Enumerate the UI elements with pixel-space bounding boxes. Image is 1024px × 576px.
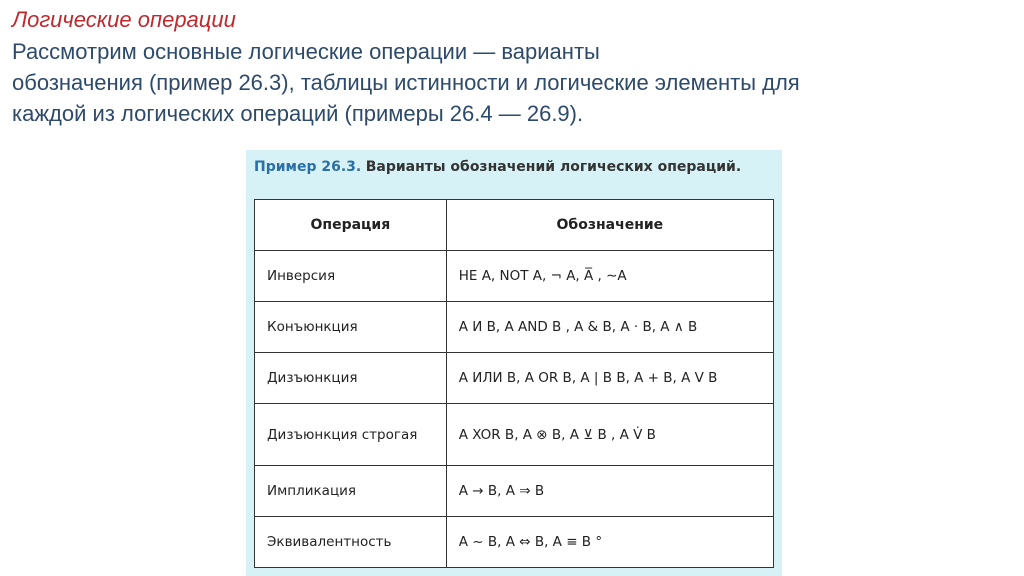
table-row (255, 404, 774, 466)
example-caption-text: Варианты обозначений логических операций. (365, 159, 742, 175)
example-number: Пример 26.3. (254, 159, 362, 175)
operation-cell: Инверсия (255, 251, 447, 302)
body-line: Рассмотрим основные логические операции — варианты (12, 39, 600, 64)
table-row (255, 466, 774, 517)
table-row (255, 302, 774, 353)
operation-cell: Дизъюнкция (255, 353, 447, 404)
operation-cell: Импликация (255, 466, 447, 517)
header-operation: Операция (255, 200, 447, 251)
table-row (255, 353, 774, 404)
example-caption (254, 159, 741, 175)
slide-body-text (12, 36, 1002, 129)
example-box (246, 150, 782, 576)
notation-cell: A → B, A ⇒ B (446, 466, 773, 517)
body-line: каждой из логических операций (примеры 26.4 — 26.9). (12, 101, 584, 126)
notation-cell: A ~ B, A ⇔ B, A ≡ B ° (446, 517, 773, 568)
operation-cell: Конъюнкция (255, 302, 447, 353)
header-notation: Обозначение (446, 200, 773, 251)
table-row (255, 517, 774, 568)
operation-cell: Эквивалентность (255, 517, 447, 568)
operations-table (254, 199, 774, 568)
table-header-row (255, 200, 774, 251)
slide-title: Логические операции (12, 7, 236, 32)
notation-cell: A ИЛИ B, A OR B, A | B B, A + B, A V B (446, 353, 773, 404)
body-line: обозначения (пример 26.3), таблицы истинности и логические элементы для (12, 70, 800, 95)
operation-cell: Дизъюнкция строгая (255, 404, 447, 466)
notation-cell: A XOR B, A ⊗ B, A ⊻ B , A V̇ B (446, 404, 773, 466)
notation-cell: НЕ A, NOT A, ¬ A, A̅ , ∼A (446, 251, 773, 302)
notation-cell: A И B, A AND B , A & B, A · B, A ∧ B (446, 302, 773, 353)
table-row (255, 251, 774, 302)
